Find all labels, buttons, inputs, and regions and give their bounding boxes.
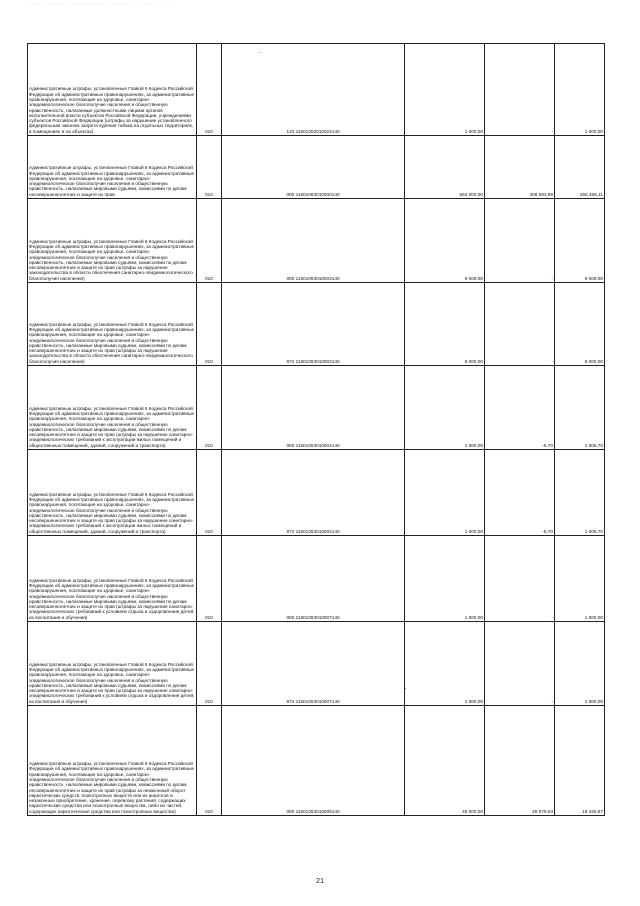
income-name-cell: Административные штрафы, установленные Главой 6 Кодекса Российской Федерации об административных правонарушениях, за административные правонарушения, посягающие на здоровье, санитарно-эпидемиологическое благополучие населения и общественную нравственность, налагаемые мировыми судьями, комиссиями по делам несовершеннолетних и защите их прав (штрафы за нарушение законодательства в области обеспечения санитарно-эпидемиологического благополучия населения)	[28, 199, 197, 283]
table-row	[28, 199, 605, 283]
approved-amount-cell: 6 000,00	[405, 283, 485, 366]
executed-amount-cell: -	[485, 536, 555, 622]
budget-code-cell: 000 11601063010007140	[222, 536, 405, 622]
executed-amount-cell: -	[485, 199, 555, 283]
unexecuted-amount-cell: 18 420,97	[555, 706, 605, 816]
budget-code-cell: 000 11601063010000140	[222, 136, 405, 199]
executed-amount-cell: -	[485, 44, 555, 136]
unexecuted-amount-cell: 6 000,00	[555, 199, 605, 283]
budget-code-cell: 133 11601062010024140	[222, 44, 405, 136]
table-row	[28, 706, 605, 816]
line-code-cell: 010	[197, 450, 222, 536]
unexecuted-amount-cell: 1 000,00	[555, 44, 605, 136]
table-row	[28, 283, 605, 366]
executed-amount-cell: -	[485, 283, 555, 366]
income-name-cell: Административные штрафы, установленные Главой 6 Кодекса Российской Федерации об административных правонарушениях, за административные правонарушения, посягающие на здоровье, санитарно-эпидемиологическое благополучие населения и общественную нравственность, налагаемые мировыми судьями, комиссиями по делам несовершеннолетних и защите их прав (штрафы за нарушение законодательства в области обеспечения санитарно-эпидемиологического благополучия населения)	[28, 283, 197, 366]
unexecuted-amount-cell: 1 000,00	[555, 536, 605, 622]
line-code-cell: 010	[197, 536, 222, 622]
unexecuted-amount-cell: 1 005,70	[555, 366, 605, 450]
approved-amount-cell: 1 000,00	[405, 450, 485, 536]
income-name-cell: Административные штрафы, установленные Главой 6 Кодекса Российской Федерации об административных правонарушениях, за административные правонарушения, посягающие на здоровье, санитарно-эпидемиологическое благополучие населения и общественную нравственность, налагаемые мировыми судьями, комиссиями по делам несовершеннолетних и защите их прав (штрафы за нарушение санитарно-эпидемиологических требований к эксплуатации жилых помещений и общественных помещений, зданий, сооружений и транспорта)	[28, 450, 197, 536]
budget-code-cell: 000 11601063010008140	[222, 706, 405, 816]
table-row	[28, 136, 605, 199]
line-code-cell: 010	[197, 366, 222, 450]
income-name-cell: Административные штрафы, установленные Главой 6 Кодекса Российской Федерации об административных правонарушениях, за административные правонарушения, посягающие на здоровье, санитарно-эпидемиологическое благополучие населения и общественную нравственность, налагаемые мировыми судьями, комиссиями по делам несовершеннолетних и защите их прав (штрафы за нарушение санитарно-эпидемиологических требований к эксплуатации жилых помещений и общественных помещений, зданий, сооружений и транспорта)	[28, 366, 197, 450]
executed-amount-cell: -5,70	[485, 366, 555, 450]
approved-amount-cell: 1 000,00	[405, 366, 485, 450]
scan-speck	[405, 688, 406, 689]
table-row	[28, 536, 605, 622]
unexecuted-amount-cell: 1 000,00	[555, 622, 605, 706]
executed-amount-cell: 308 593,89	[485, 136, 555, 199]
table-row	[28, 366, 605, 450]
approved-amount-cell: 1 000,00	[405, 536, 485, 622]
line-code-cell: 010	[197, 44, 222, 136]
budget-code-cell: 972 11601063010007140	[222, 622, 405, 706]
approved-amount-cell: 45 000,00	[405, 706, 485, 816]
line-code-cell: 010	[197, 283, 222, 366]
income-name-cell: Административные штрафы, установленные Главой 6 Кодекса Российской Федерации об административных правонарушениях, за административные правонарушения, посягающие на здоровье, санитарно-эпидемиологическое благополучие населения и общественную нравственность, налагаемые мировыми судьями, комиссиями по делам несовершеннолетних и защите их прав (штрафы за незаконный оборот наркотических средств, психотропных веществ или их аналогов и незаконные приобретение, хранение, перевозку растений, содержащих наркотические средства или психотропные вещества, либо их частей, содержащих наркотические средства или психотропные вещества)	[28, 706, 197, 816]
budget-code-cell: 000 11601063010003140	[222, 199, 405, 283]
line-code-cell: 010	[197, 706, 222, 816]
line-code-cell: 010	[197, 136, 222, 199]
page-number: 21	[315, 876, 325, 885]
table-row	[28, 44, 605, 136]
income-name-cell: Административные штрафы, установленные Главой 6 Кодекса Российской Федерации об административных правонарушениях, за административные правонарушения, посягающие на здоровье, санитарно-эпидемиологическое благополучие населения и общественную нравственность, налагаемые мировыми судьями, комиссиями по делам несовершеннолетних и защите их прав (штрафы за нарушение санитарно-эпидемиологических требований к условиям отдыха и оздоровления детей, их воспитания и обучения)	[28, 622, 197, 706]
income-name-cell: Административные штрафы, установленные Главой 6 Кодекса Российской Федерации об административных правонарушениях, за административные правонарушения, посягающие на здоровье, санитарно-эпидемиологическое благополучие населения и общественную нравственность, налагаемые мировыми судьями, комиссиями по делам несовершеннолетних и защите их прав	[28, 136, 197, 199]
budget-code-cell: 000 11601063010004140	[222, 366, 405, 450]
budget-code-cell: 972 11601063010004140	[222, 450, 405, 536]
unexecuted-amount-cell: 1 005,70	[555, 450, 605, 536]
approved-amount-cell: 6 000,00	[405, 199, 485, 283]
table-row	[28, 450, 605, 536]
scan-speck	[259, 52, 260, 53]
scan-header-fragment: · ··· ····· ··· ········ ···· · ···· · · ·	[28, 2, 172, 7]
executed-amount-cell: -5,70	[485, 450, 555, 536]
executed-amount-cell: 26 579,03	[485, 706, 555, 816]
approved-amount-cell: 1 000,00	[405, 44, 485, 136]
line-code-cell: 010	[197, 199, 222, 283]
budget-code-cell: 972 11601063010003140	[222, 283, 405, 366]
income-name-cell: Административные штрафы, установленные Главой 6 Кодекса Российской Федерации об административных правонарушениях, за административные правонарушения, посягающие на здоровье, санитарно-эпидемиологическое благополучие населения и общественную нравственность, налагаемые должностными лицами органов исполнительной власти субъектов Российской Федерации, учреждениями субъектов Российской Федерации (штрафы за нарушение установленного федеральным законом запрета курения табака на отдельных территориях, в помещениях и на объектах)	[28, 44, 197, 136]
executed-amount-cell: -	[485, 622, 555, 706]
income-name-cell: Административные штрафы, установленные Главой 6 Кодекса Российской Федерации об административных правонарушениях, за административные правонарушения, посягающие на здоровье, санитарно-эпидемиологическое благополучие населения и общественную нравственность, налагаемые мировыми судьями, комиссиями по делам несовершеннолетних и защите их прав (штрафы за нарушение санитарно-эпидемиологических требований к условиям отдыха и оздоровления детей, их воспитания и обучения)	[28, 536, 197, 622]
table-row	[28, 622, 605, 706]
line-code-cell: 010	[197, 622, 222, 706]
report-table	[27, 43, 605, 816]
unexecuted-amount-cell: 255 406,11	[555, 136, 605, 199]
unexecuted-amount-cell: 6 000,00	[555, 283, 605, 366]
approved-amount-cell: 1 000,00	[405, 622, 485, 706]
approved-amount-cell: 564 000,00	[405, 136, 485, 199]
